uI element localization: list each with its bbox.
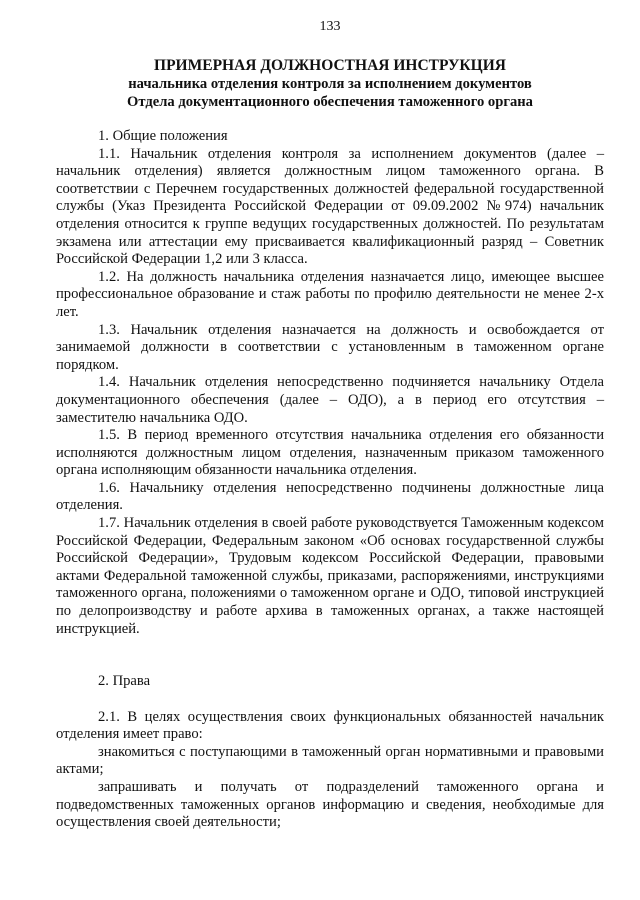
section-heading-general: 1. Общие положения bbox=[98, 128, 228, 144]
document-body bbox=[56, 128, 604, 832]
paragraph-1-6: 1.6. Начальнику отделения непосредственно подчинены должностные лица отделения. bbox=[56, 479, 604, 514]
section-heading-rights: 2. Права bbox=[98, 673, 151, 690]
paragraph-1-5: 1.5. В период временного отсутствия начальника отделения его обязанности исполняются должностным лицом отделения, назначенным приказом таможенного органа исполняющим обязанности начальника отделения. bbox=[56, 427, 604, 479]
document-title bbox=[56, 56, 604, 111]
paragraph-2-1: 2.1. В целях осуществления своих функциональных обязанностей начальник отделения имеет право: bbox=[56, 708, 604, 743]
title-line-3: Отдела документационного обеспечения таможенного органа bbox=[127, 94, 533, 110]
paragraph-1-1: 1.1. Начальник отделения контроля за исполнением документов (далее – начальник отделения) является должностным лицом таможенного органа. В соответствии с Перечнем государственных должностей федеральной государственной службы (Указ Президента Российской Федерации от 09.09.2002 №974) начальник отделения относится к группе ведущих государственных должностей. По результатам экзамена или аттестации ему присваивается квалификационный разряд – Советник Российской Федерации 1,2 или 3 класса. bbox=[56, 145, 604, 268]
rights-item: запрашивать и получать от подразделений таможенного органа и подведомственных таможенных органов информацию и сведения, необходимые для осуществления своей деятельности; bbox=[56, 778, 604, 831]
spacer bbox=[56, 656, 604, 674]
title-line-2: начальника отделения контроля за исполнением документов bbox=[128, 76, 532, 92]
page-number: 133 bbox=[319, 19, 341, 34]
rights-item: знакомиться с поступающими в таможенный орган нормативными и правовыми актами; bbox=[56, 743, 604, 778]
spacer bbox=[56, 638, 604, 656]
title-line-1: ПРИМЕРНАЯ ДОЛЖНОСТНАЯ ИНСТРУКЦИЯ bbox=[154, 57, 506, 74]
paragraph-1-7: 1.7. Начальник отделения в своей работе руководствуется Таможенным кодексом Российской Федерации, Федеральным законом «Об основах государственной службы Российской Федерации», Трудовым кодексом Российской Федерации, правовыми актами Федеральной таможенной службы, приказами, распоряжениями, инструкциями таможенного органа, положениями о таможенном органе и ОДО, типовой инструкцией по делопроизводству и работе архива в таможенных органах, а также настоящей инструкцией. bbox=[56, 515, 604, 637]
paragraph-1-3: 1.3. Начальник отделения назначается на должность и освобождается от занимаемой должности в соответствии с установленным в таможенном органе порядком. bbox=[56, 321, 604, 373]
paragraph-1-2: 1.2. На должность начальника отделения назначается лицо, имеющее высшее профессиональное образование и стаж работы по профилю деятельности не менее 2-х лет. bbox=[56, 268, 604, 320]
spacer bbox=[56, 691, 604, 709]
paragraph-1-4: 1.4. Начальник отделения непосредственно подчиняется начальнику Отдела документационного обеспечения (далее – ОДО), а в период его отсутствия – заместителю начальника ОДО. bbox=[56, 374, 604, 426]
